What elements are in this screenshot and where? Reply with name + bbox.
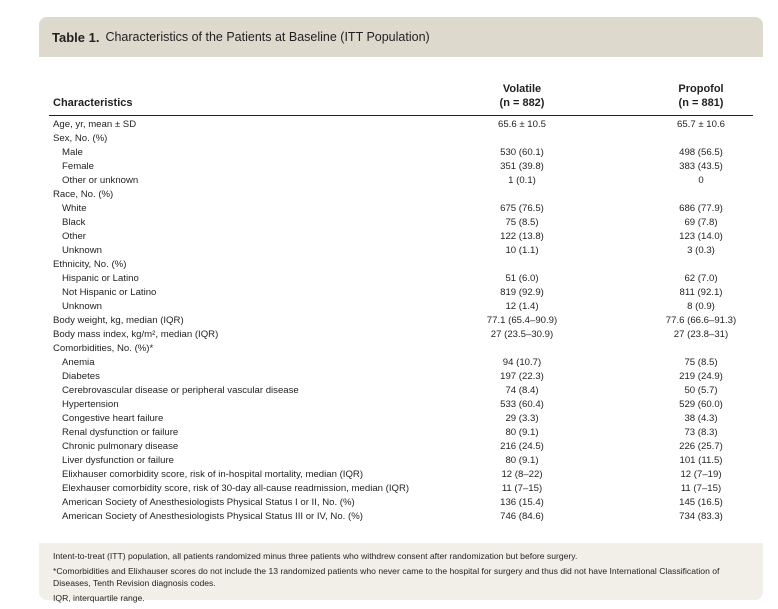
row-label: Elixhauser comorbidity score, risk of in-hospital mortality, median (IQR)	[62, 469, 364, 480]
table-row	[39, 342, 763, 356]
table-row	[39, 132, 763, 146]
table-row	[39, 482, 763, 496]
table-row	[39, 230, 763, 244]
table-body	[39, 57, 763, 543]
table-rows	[39, 118, 763, 524]
row-label: White	[62, 203, 87, 214]
row-propofol-value: 62 (7.0)	[684, 273, 718, 284]
row-label: Congestive heart failure	[62, 413, 164, 424]
header-volatile-n: (n = 882)	[499, 97, 545, 109]
row-volatile-value: 530 (60.1)	[500, 147, 544, 158]
table-row	[39, 286, 763, 300]
row-volatile-value: 80 (9.1)	[505, 455, 539, 466]
row-propofol-value: 69 (7.8)	[684, 217, 718, 228]
row-label: American Society of Anesthesiologists Physical Status I or II, No. (%)	[62, 497, 355, 508]
row-propofol-value: 12 (7–19)	[680, 469, 722, 480]
row-label: Black	[62, 217, 86, 228]
row-propofol-value: 0	[698, 175, 704, 186]
row-volatile-value: 77.1 (65.4–90.9)	[486, 315, 558, 326]
row-label: Unknown	[62, 245, 102, 256]
table-row	[39, 244, 763, 258]
table-row	[39, 160, 763, 174]
table-row	[39, 510, 763, 524]
row-label: Hypertension	[62, 399, 119, 410]
table-row	[39, 146, 763, 160]
row-volatile-value: 533 (60.4)	[500, 399, 544, 410]
row-volatile-value: 51 (6.0)	[505, 273, 539, 284]
row-volatile-value: 80 (9.1)	[505, 427, 539, 438]
header-propofol-name: Propofol	[678, 83, 724, 95]
row-label: Male	[62, 147, 83, 158]
row-label: Sex, No. (%)	[53, 133, 108, 144]
table-row	[39, 216, 763, 230]
table-row	[39, 468, 763, 482]
row-volatile-value: 136 (15.4)	[500, 497, 544, 508]
row-propofol-value: 686 (77.9)	[679, 203, 723, 214]
row-volatile-value: 65.6 ± 10.5	[498, 119, 546, 130]
header-propofol	[631, 82, 771, 110]
row-label: Comorbidities, No. (%)*	[53, 343, 154, 354]
table-row	[39, 272, 763, 286]
table-frame	[39, 17, 763, 603]
row-volatile-value: 75 (8.5)	[505, 217, 539, 228]
row-propofol-value: 811 (92.1)	[679, 287, 723, 298]
row-label: Liver dysfunction or failure	[62, 455, 174, 466]
table-row	[39, 300, 763, 314]
row-label: Ethnicity, No. (%)	[53, 259, 127, 270]
table-row	[39, 454, 763, 468]
row-propofol-value: 123 (14.0)	[679, 231, 723, 242]
row-propofol-value: 734 (83.3)	[679, 511, 723, 522]
row-volatile-value: 351 (39.8)	[500, 161, 544, 172]
header-rule	[49, 115, 753, 116]
row-label: Other	[62, 231, 86, 242]
table-row	[39, 370, 763, 384]
row-label: Other or unknown	[62, 175, 139, 186]
table-caption: Characteristics of the Patients at Baseline (ITT Population)	[105, 30, 430, 44]
row-propofol-value: 50 (5.7)	[684, 385, 718, 396]
row-propofol-value: 27 (23.8–31)	[673, 329, 729, 340]
footnote-iqr: IQR, interquartile range.	[53, 593, 145, 603]
row-propofol-value: 8 (0.9)	[687, 301, 715, 312]
table-row	[39, 384, 763, 398]
row-label: Age, yr, mean ± SD	[53, 119, 137, 130]
table-number: Table 1.	[52, 29, 100, 45]
row-volatile-value: 746 (84.6)	[500, 511, 544, 522]
row-propofol-value: 77.6 (66.6–91.3)	[665, 315, 737, 326]
footnote-itt: Intent-to-treat (ITT) population, all patients randomized minus three patients who withdrew consent after randomization but before surgery.	[53, 551, 578, 561]
row-label: Chronic pulmonary disease	[62, 441, 179, 452]
table-row	[39, 188, 763, 202]
header-volatile-name: Volatile	[502, 83, 542, 95]
table-row	[39, 202, 763, 216]
row-label: American Society of Anesthesiologists Physical Status III or IV, No. (%)	[62, 511, 363, 522]
header-volatile	[452, 82, 592, 110]
table-row	[39, 496, 763, 510]
row-propofol-value: 65.7 ± 10.6	[677, 119, 725, 130]
row-volatile-value: 216 (24.5)	[500, 441, 544, 452]
header-propofol-n: (n = 881)	[678, 97, 724, 109]
row-volatile-value: 11 (7–15)	[501, 483, 543, 494]
table-row	[39, 118, 763, 132]
row-volatile-value: 122 (13.8)	[500, 231, 544, 242]
table-row	[39, 174, 763, 188]
row-volatile-value: 29 (3.3)	[505, 413, 539, 424]
row-label: Cerebrovascular disease or peripheral vascular disease	[62, 385, 299, 396]
row-label: Female	[62, 161, 94, 172]
row-volatile-value: 12 (1.4)	[505, 301, 539, 312]
row-propofol-value: 11 (7–15)	[680, 483, 722, 494]
row-volatile-value: 1 (0.1)	[508, 175, 536, 186]
row-volatile-value: 819 (92.9)	[500, 287, 544, 298]
table-header-row	[39, 69, 763, 113]
row-label: Elexhauser comorbidity score, risk of 30-day all-cause readmission, median (IQR)	[62, 483, 410, 494]
row-volatile-value: 27 (23.5–30.9)	[490, 329, 554, 340]
table-row	[39, 356, 763, 370]
row-propofol-value: 73 (8.3)	[684, 427, 718, 438]
row-volatile-value: 675 (76.5)	[500, 203, 544, 214]
row-propofol-value: 75 (8.5)	[684, 357, 718, 368]
row-propofol-value: 145 (16.5)	[679, 497, 723, 508]
row-volatile-value: 94 (10.7)	[502, 357, 542, 368]
row-propofol-value: 219 (24.9)	[679, 371, 723, 382]
table-row	[39, 426, 763, 440]
table-footnotes	[53, 550, 753, 607]
row-propofol-value: 3 (0.3)	[687, 245, 715, 256]
footnote-comorbidities: *Comorbidities and Elixhauser scores do not include the 13 randomized patients who never came to the hospital for surgery and thus did not have International Classification of Diseases, Tenth Revision diagnosis codes.	[53, 566, 720, 588]
table-row	[39, 412, 763, 426]
row-propofol-value: 226 (25.7)	[679, 441, 723, 452]
row-label: Anemia	[62, 357, 95, 368]
row-label: Diabetes	[62, 371, 100, 382]
table-row	[39, 440, 763, 454]
row-label: Unknown	[62, 301, 102, 312]
table-row	[39, 314, 763, 328]
row-label: Body mass index, kg/m², median (IQR)	[53, 329, 219, 340]
table-row	[39, 398, 763, 412]
table-row	[39, 258, 763, 272]
row-label: Renal dysfunction or failure	[62, 427, 179, 438]
row-volatile-value: 74 (8.4)	[505, 385, 539, 396]
header-characteristics: Characteristics	[53, 97, 133, 109]
row-propofol-value: 101 (11.5)	[679, 455, 723, 466]
row-volatile-value: 197 (22.3)	[500, 371, 544, 382]
table-row	[39, 328, 763, 342]
row-volatile-value: 12 (8–22)	[501, 469, 543, 480]
row-label: Race, No. (%)	[53, 189, 114, 200]
row-propofol-value: 498 (56.5)	[679, 147, 723, 158]
row-propofol-value: 383 (43.5)	[679, 161, 723, 172]
row-volatile-value: 10 (1.1)	[505, 245, 539, 256]
row-propofol-value: 38 (4.3)	[684, 413, 718, 424]
row-label: Hispanic or Latino	[62, 273, 139, 284]
row-label: Not Hispanic or Latino	[62, 287, 157, 298]
row-propofol-value: 529 (60.0)	[679, 399, 723, 410]
row-label: Body weight, kg, median (IQR)	[53, 315, 184, 326]
table-title-bar	[39, 17, 763, 57]
